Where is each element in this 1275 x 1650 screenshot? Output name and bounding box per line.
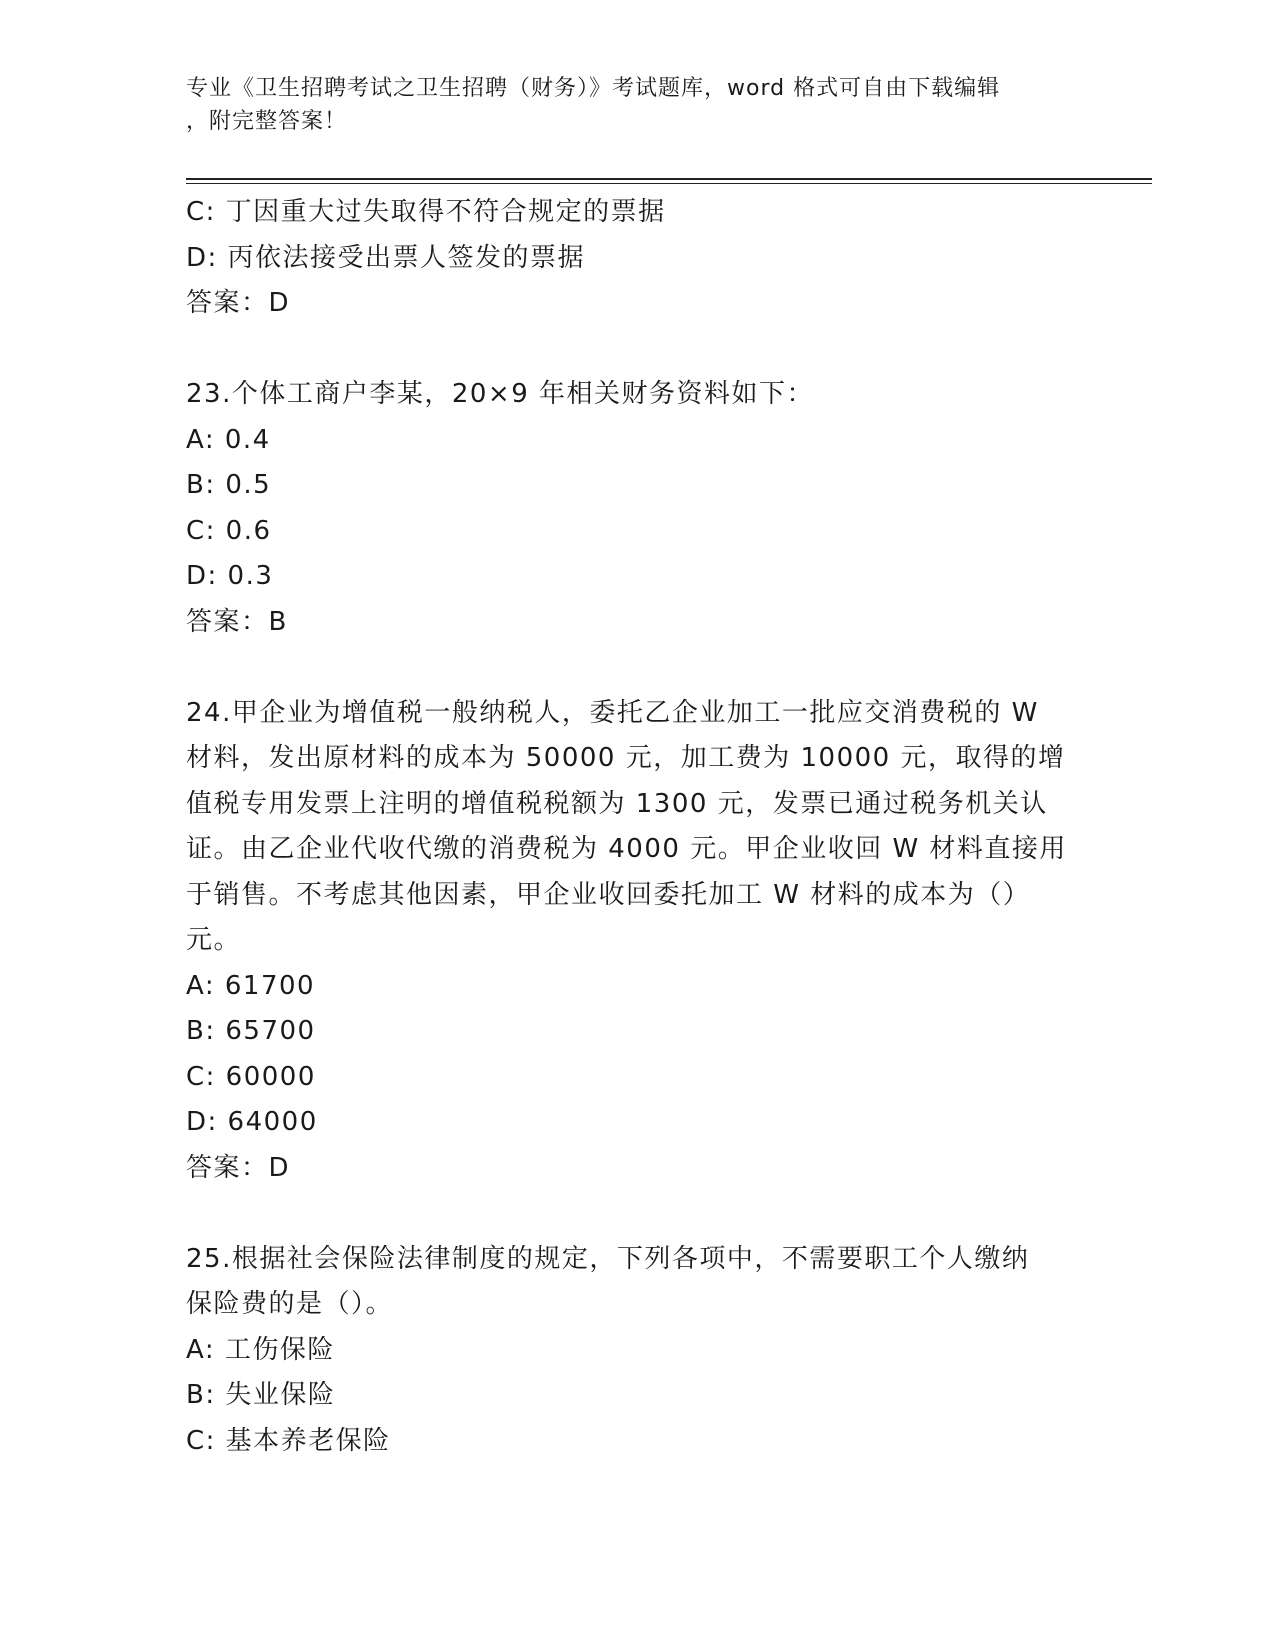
header-divider-thick bbox=[186, 178, 1152, 180]
option-c: C: 基本养老保险 bbox=[186, 1425, 391, 1456]
question-stem-line: 24.甲企业为增值税一般纳税人，委托乙企业加工一批应交消费税的 W bbox=[186, 697, 1039, 728]
option-a: A: 0.4 bbox=[186, 424, 271, 455]
question-25 bbox=[186, 1237, 1086, 1465]
option-a: A: 61700 bbox=[186, 970, 316, 1001]
question-stem-line: 材料，发出原材料的成本为 50000 元，加工费为 10000 元，取得的增 bbox=[186, 743, 1066, 773]
spacer bbox=[186, 1191, 1086, 1237]
option-b: B: 0.5 bbox=[186, 470, 272, 500]
question-stem-line: 25.根据社会保险法律制度的规定，下列各项中，不需要职工个人缴纳 bbox=[186, 1243, 1030, 1274]
answer: 答案：D bbox=[186, 288, 291, 318]
question-24 bbox=[186, 691, 1086, 1192]
question-stem-line: 值税专用发票上注明的增值税税额为 1300 元，发票已通过税务机关认 bbox=[186, 788, 1048, 819]
question-stem-line: 于销售。不考虑其他因素，甲企业收回委托加工 W 材料的成本为（） bbox=[186, 879, 1031, 910]
question-content bbox=[186, 190, 1086, 1464]
option-d: D: 64000 bbox=[186, 1107, 318, 1137]
answer: 答案：B bbox=[186, 606, 288, 637]
spacer bbox=[186, 645, 1086, 691]
option-d: D: 丙依法接受出票人签发的票据 bbox=[186, 242, 586, 273]
question-23 bbox=[186, 372, 1086, 645]
question-stem-line: 元。 bbox=[186, 925, 242, 955]
header-line-1: 专业《卫生招聘考试之卫生招聘（财务）》考试题库，word 格式可自由下载编辑 bbox=[186, 76, 1001, 101]
option-c: C: 60000 bbox=[186, 1061, 316, 1092]
header-divider-thin bbox=[186, 183, 1152, 184]
question-stem-line: 保险费的是（）。 bbox=[186, 1289, 394, 1319]
spacer bbox=[186, 327, 1086, 373]
option-d: D: 0.3 bbox=[186, 561, 274, 591]
option-a: A: 工伤保险 bbox=[186, 1334, 335, 1365]
header-line-2: ，附完整答案！ bbox=[186, 109, 348, 134]
option-c: C: 丁因重大过失取得不符合规定的票据 bbox=[186, 197, 666, 227]
question-22-tail bbox=[186, 190, 1086, 327]
question-stem: 23.个体工商户李某，20×9 年相关财务资料如下： bbox=[186, 379, 815, 409]
question-stem-line: 证。由乙企业代收代缴的消费税为 4000 元。甲企业收回 W 材料直接用 bbox=[186, 834, 1067, 864]
option-b: B: 65700 bbox=[186, 1016, 316, 1046]
document-header bbox=[186, 72, 1066, 138]
answer: 答案：D bbox=[186, 1152, 291, 1183]
option-c: C: 0.6 bbox=[186, 515, 272, 546]
option-b: B: 失业保险 bbox=[186, 1380, 336, 1410]
